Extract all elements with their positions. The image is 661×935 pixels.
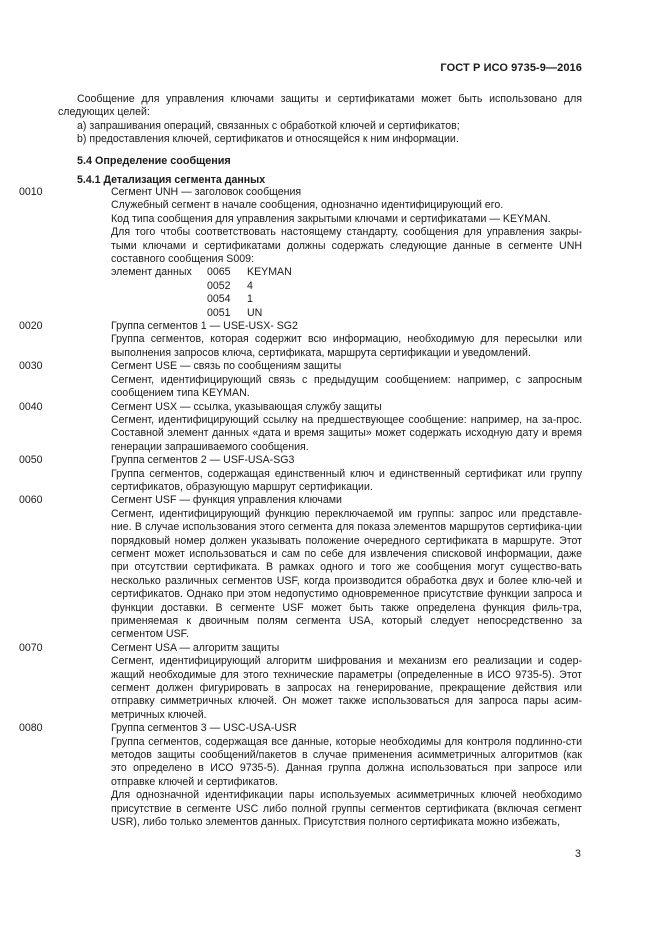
segment-0020 (0, 320, 661, 360)
data-element-code: 0052 (207, 279, 231, 292)
data-element-value: KEYMAN (247, 266, 292, 279)
table-row (111, 280, 292, 293)
segment-title: Сегмент UNH — заголовок сообщения (111, 186, 302, 198)
segment-title: Группа сегментов 3 — USC-USA-USR (111, 722, 297, 735)
segment-code: 0080 (19, 722, 43, 735)
table-row (111, 307, 292, 320)
segment-0080 (0, 722, 661, 829)
segment-code: 0010 (19, 186, 43, 198)
segment-0070 (0, 642, 661, 722)
segment-code: 0030 (19, 360, 43, 373)
data-element-value: UN (247, 306, 263, 319)
segment-code: 0020 (19, 320, 43, 333)
segment-paragraph: Группа сегментов, содержащая все данные, которые необходимы для контроля подлинно-сти методов защиты сообщений/пакетов в случае применения асимметричных алгоритмов (как это определено в ИСО 9735-5). Данная группа должна использоваться при запросе или отправке ключей и сертификатов. (111, 735, 582, 788)
intro-paragraph: Сообщение для управления ключами защиты и сертификатами может быть использовано для следующих целей: (58, 93, 582, 119)
intro-item-b: b) предоставления ключей, сертификатов и относящейся к ним информации. (77, 133, 459, 146)
segment-paragraph: Сегмент, идентифицирующий алгоритм шифрования и механизм его реализации и содер-жащий необходимые для этого технические параметры (определенные в ИСО 9735-5). Этот сегмент должен фигурировать в запросах на генерирование, прекращение действия или отправку симметричных ключей. Он может также использоваться для запроса пары асим-метричных ключей. (111, 655, 582, 721)
data-element-code: 0065 (207, 266, 231, 279)
segment-0030 (0, 360, 661, 400)
segment-paragraph: Код типа сообщения для управления закрытыми ключами и сертификатами — KEYMAN. (111, 212, 551, 225)
intro-item-a: a) запрашивания операций, связанных с обработкой ключей и сертификатов; (77, 119, 460, 132)
segment-paragraph: Служебный сегмент в начале сообщения, однозначно идентифицирующий его. (111, 199, 504, 212)
segment-title: Сегмент USE — связь по сообщениям защиты (111, 360, 342, 373)
data-element-value: 1 (247, 293, 253, 306)
segment-title: Сегмент USX — ссылка, указывающая службу защиты (111, 400, 382, 413)
intro-block (58, 93, 582, 147)
segment-paragraph: Сегмент, идентифицирующий функцию переключаемой им группы: запрос или представле-ние. В случае использования этого сегмента для показа элементов маршрутов сертифика-ции порядковый номер должен указывать положение очередного сертификата в маршруте. Этот сегмент может использоваться и сам по себе для извлечения списковой информации, даже при отсутствии сертификата. В рамках одного и того же сообщения могут существо-вать несколько различных сегментов USF, когда производится обработка двух и более клю-чей и сертификатов. Однако при этом недопустимо одновременное присутствие функции запроса и функции доставки. В сегменте USF может быть также определена функция филь-тра, применяемая к двоичным полям сегмента USA, который следует непосредственно за сегментом USF. (111, 507, 582, 641)
segment-list (0, 186, 661, 830)
section-heading: 5.4 Определение сообщения (77, 155, 231, 167)
document-header: ГОСТ Р ИСО 9735-9—2016 (440, 62, 582, 74)
data-element-table (111, 266, 292, 320)
segment-0010 (0, 186, 661, 320)
segment-title: Сегмент USF — функция управления ключами (111, 494, 342, 507)
segment-paragraph: Для того чтобы соответствовать настоящему стандарту, сообщения для управления закры-тыми ключами и сертификатами должны содержать следующие данные в сегменте UNH составного сообщения S009: (111, 226, 582, 266)
data-element-code: 0054 (207, 293, 231, 306)
segment-paragraph: Сегмент, идентифицирующий связь с предыдущим сообщением: например, с запросным сообщением типа KEYMAN. (111, 373, 582, 400)
segment-code: 0060 (19, 494, 43, 507)
data-element-label: элемент данных (111, 266, 192, 279)
page-number: 3 (575, 848, 581, 860)
segment-title: Группа сегментов 1 — USE-USX- SG2 (111, 320, 298, 333)
segment-title: Группа сегментов 2 — USF-USA-SG3 (111, 454, 295, 467)
segment-code: 0050 (19, 454, 43, 467)
segment-0060 (0, 494, 661, 641)
segment-paragraph: Для однозначной идентификации пары используемых асимметричных ключей необходимо присутствие в сегменте USC либо полной группы сегментов сертификата (включая сегмент USR), либо только элементов данных. Присутствия полного сертификата можно избежать, (111, 789, 582, 829)
section-subheading: 5.4.1 Детализация сегмента данных (77, 174, 266, 186)
segment-0040 (0, 401, 661, 455)
segment-0050 (0, 454, 661, 494)
segment-code: 0040 (19, 400, 43, 413)
table-row (111, 266, 292, 279)
segment-code: 0070 (19, 641, 43, 654)
segment-title: Сегмент USA — алгоритм защиты (111, 641, 280, 654)
segment-paragraph: Группа сегментов, содержащая единственный ключ и единственный сертификат или группу сертификатов, образующую маршрут сертификации. (111, 467, 582, 493)
data-element-value: 4 (247, 279, 253, 292)
table-row (111, 293, 292, 306)
data-element-code: 0051 (207, 306, 231, 319)
segment-paragraph: Сегмент, идентифицирующий ссылку на предшествующее сообщение: например, на за-прос. Составной элемент данных «дата и время защиты» может содержать исходную дату и время генерации запрашиваемого сообщения. (111, 413, 582, 453)
segment-paragraph: Группа сегментов, которая содержит всю информацию, необходимую для пересылки или выполнения запросов ключа, сертификата, маршрута сертификации и уведомлений. (111, 333, 582, 359)
